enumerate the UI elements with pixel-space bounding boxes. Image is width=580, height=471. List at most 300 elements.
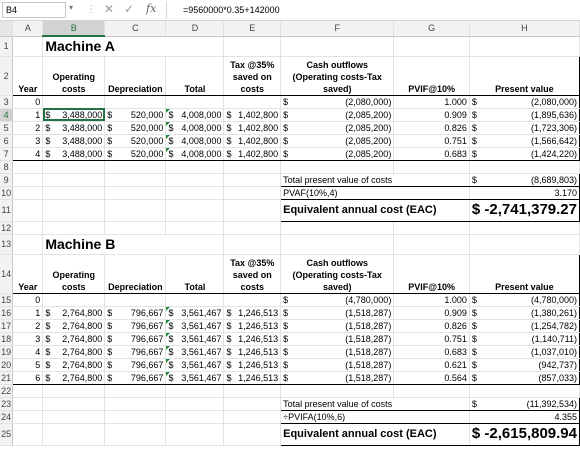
currency-symbol: $ (283, 148, 289, 159)
empty-cell[interactable] (469, 234, 579, 254)
header-total[interactable]: Total (166, 56, 224, 95)
header-operating-costs[interactable]: Operating costs (43, 254, 105, 293)
currency-symbol: $ (471, 320, 477, 331)
row-header-22[interactable]: 22 (1, 385, 12, 396)
cash-outflow-cell[interactable] (281, 108, 394, 121)
empty-cell[interactable] (224, 234, 281, 254)
empty-cell[interactable] (281, 384, 394, 397)
tax-saved-cell[interactable] (224, 306, 281, 319)
empty-cell[interactable] (224, 186, 281, 199)
empty-cell[interactable] (166, 423, 224, 445)
year-cell[interactable]: 4 (13, 345, 43, 358)
empty-cell[interactable] (394, 234, 470, 254)
formula-bar (0, 0, 580, 21)
cash-outflow-cell[interactable] (281, 306, 394, 319)
cash-outflow-cell[interactable] (281, 345, 394, 358)
tax-saved-cell[interactable] (224, 345, 281, 358)
empty-cell[interactable] (13, 186, 43, 199)
present-value-cell[interactable] (469, 293, 579, 306)
currency-symbol: $ (226, 320, 232, 331)
cell-value: 1,246,513 (238, 346, 279, 357)
enter-icon[interactable]: ✓ (124, 2, 135, 16)
tax-saved-cell[interactable] (224, 358, 281, 371)
empty-cell[interactable] (105, 423, 166, 445)
empty-cell[interactable] (469, 384, 579, 397)
row-header-1[interactable]: 1 (0, 36, 13, 56)
sheet-row (0, 332, 580, 345)
eac-label[interactable]: Equivalent annual cost (EAC) (281, 423, 470, 445)
pvif-cell[interactable]: 0.683 (394, 345, 470, 358)
year-cell[interactable]: 2 (13, 319, 43, 332)
empty-cell[interactable] (224, 410, 281, 423)
empty-cell[interactable] (224, 384, 281, 397)
header-cash-outflows[interactable]: Cash outflows (Operating costs-Tax saved) (281, 254, 394, 293)
empty-cell[interactable] (469, 221, 579, 234)
empty-cell[interactable] (13, 384, 43, 397)
select-all-corner[interactable] (0, 21, 13, 36)
currency-symbol: $ (471, 307, 477, 318)
row-header-23[interactable]: 23 (1, 398, 12, 409)
sheet-row (0, 221, 580, 234)
header-operating-costs[interactable]: Operating costs (43, 56, 105, 95)
operating-costs-cell[interactable] (43, 147, 105, 160)
currency-symbol: $ (226, 346, 232, 357)
row-header-21[interactable]: 21 (1, 372, 12, 383)
operating-costs-cell[interactable] (43, 332, 105, 345)
currency-symbol: $ (471, 372, 477, 383)
empty-cell[interactable] (13, 423, 43, 445)
total-cell[interactable] (166, 95, 224, 108)
tax-saved-cell[interactable] (224, 134, 281, 147)
year-cell[interactable]: 4 (13, 147, 43, 160)
cash-outflow-cell[interactable] (281, 134, 394, 147)
depreciation-cell[interactable] (105, 108, 166, 121)
empty-cell[interactable] (166, 173, 224, 186)
currency-symbol: $ (283, 96, 289, 107)
cell-value: (2,080,000) (345, 96, 392, 107)
header-tax-saved[interactable]: Tax @35% saved on costs (224, 254, 281, 293)
row-header-5[interactable]: 5 (0, 121, 13, 134)
row-header-24[interactable]: 24 (1, 411, 12, 422)
depreciation-cell[interactable] (105, 332, 166, 345)
empty-cell[interactable] (43, 186, 105, 199)
drag-handle-icon[interactable]: ⋮ (86, 4, 96, 15)
empty-cell[interactable] (13, 410, 43, 423)
currency-symbol: $ (168, 359, 174, 370)
cell-value: 1,402,800 (238, 122, 279, 133)
year-cell[interactable]: 0 (13, 293, 43, 306)
total-cell[interactable] (166, 319, 224, 332)
operating-costs-cell[interactable] (43, 371, 105, 384)
pvif-cell[interactable]: 1.000 (394, 95, 470, 108)
cell-value: (1,518,287) (345, 372, 392, 383)
cell-value: (2,085,200) (345, 122, 392, 133)
currency-symbol: $ (471, 398, 477, 409)
empty-cell[interactable] (166, 186, 224, 199)
row-header-17[interactable]: 17 (1, 320, 12, 331)
depreciation-cell[interactable] (105, 147, 166, 160)
pvif-cell[interactable]: 0.826 (394, 121, 470, 134)
currency-symbol: $ (107, 307, 113, 318)
tax-saved-cell[interactable] (224, 371, 281, 384)
currency-symbol: $ (471, 333, 477, 344)
empty-cell[interactable] (43, 199, 105, 221)
cell-value: (1,895,636) (530, 109, 577, 120)
tax-saved-cell[interactable] (224, 332, 281, 345)
present-value-cell[interactable] (469, 108, 579, 121)
annuity-factor-cell[interactable]: 3.170 (469, 186, 579, 199)
currency-symbol: $ (107, 109, 113, 120)
cash-outflow-cell[interactable] (281, 371, 394, 384)
total-cell[interactable] (166, 108, 224, 121)
cell-value: 3,561,467 (181, 307, 222, 318)
empty-cell[interactable] (105, 173, 166, 186)
pvif-cell[interactable]: 0.909 (394, 306, 470, 319)
row-header-20[interactable]: 20 (1, 359, 12, 370)
year-cell[interactable]: 6 (13, 371, 43, 384)
pvif-cell[interactable]: 0.564 (394, 371, 470, 384)
empty-cell[interactable] (224, 173, 281, 186)
cancel-icon[interactable]: ✕ (104, 2, 115, 16)
empty-cell[interactable] (13, 199, 43, 221)
column-header-b[interactable]: B (43, 21, 105, 36)
empty-cell[interactable] (13, 397, 43, 410)
cell-value: (1,518,287) (345, 307, 392, 318)
depreciation-cell[interactable] (105, 358, 166, 371)
empty-cell[interactable] (105, 397, 166, 410)
operating-costs-cell[interactable] (43, 319, 105, 332)
cell-value: (1,723,306) (530, 122, 577, 133)
currency-symbol: $ (226, 122, 232, 133)
column-header-d[interactable]: D (166, 21, 224, 36)
pvif-cell[interactable]: 0.826 (394, 319, 470, 332)
total-cell[interactable] (166, 371, 224, 384)
header-total[interactable]: Total (166, 254, 224, 293)
annuity-factor-label[interactable]: PVAF(10%,4) (281, 186, 470, 199)
cash-outflow-cell[interactable] (281, 319, 394, 332)
row-header-3[interactable]: 3 (0, 95, 13, 108)
empty-cell[interactable] (224, 160, 281, 173)
currency-symbol: $ (471, 294, 477, 305)
header-depreciation[interactable]: Depreciation (105, 56, 166, 95)
total-cell[interactable] (166, 345, 224, 358)
empty-cell[interactable] (224, 36, 281, 56)
empty-cell[interactable] (105, 384, 166, 397)
present-value-cell[interactable] (469, 345, 579, 358)
empty-cell[interactable] (394, 221, 470, 234)
empty-cell[interactable] (43, 221, 105, 234)
present-value-cell[interactable] (469, 358, 579, 371)
row-header-2[interactable]: 2 (0, 56, 13, 95)
operating-costs-cell[interactable] (43, 134, 105, 147)
row-header-6[interactable]: 6 (0, 134, 13, 147)
empty-cell[interactable] (394, 36, 470, 56)
tax-saved-cell[interactable] (224, 293, 281, 306)
section-title[interactable]: Machine B (43, 234, 224, 254)
cell-value: (1,254,782) (530, 320, 577, 331)
empty-cell[interactable] (13, 36, 43, 56)
chevron-down-icon[interactable]: ▾ (69, 3, 74, 12)
cash-outflow-cell[interactable] (281, 147, 394, 160)
depreciation-cell[interactable] (105, 121, 166, 134)
row-header-25[interactable]: 25 (0, 423, 13, 445)
pvif-cell[interactable]: 0.621 (394, 358, 470, 371)
empty-cell[interactable] (281, 221, 394, 234)
cash-outflow-cell[interactable] (281, 293, 394, 306)
empty-cell[interactable] (43, 173, 105, 186)
currency-symbol: $ (471, 359, 477, 370)
currency-symbol: $ (283, 307, 289, 318)
row-header-4[interactable]: 4 (0, 108, 13, 121)
present-value-cell[interactable] (469, 306, 579, 319)
cell-value: (1,380,261) (530, 307, 577, 318)
empty-cell[interactable] (281, 160, 394, 173)
header-cash-outflows[interactable]: Cash outflows (Operating costs-Tax saved) (281, 56, 394, 95)
year-cell[interactable]: 3 (13, 134, 43, 147)
currency-symbol: $ (168, 122, 174, 133)
tax-saved-cell[interactable] (224, 95, 281, 108)
total-cell[interactable] (166, 332, 224, 345)
total-cell[interactable] (166, 358, 224, 371)
empty-cell[interactable] (43, 397, 105, 410)
eac-value[interactable]: $ -2,615,809.94 (469, 423, 579, 445)
cell-value: 520,000 (130, 135, 164, 146)
sheet-row (0, 234, 580, 254)
column-header-c[interactable]: C (105, 21, 166, 36)
cash-outflow-cell[interactable] (281, 332, 394, 345)
column-header-g[interactable]: G (394, 21, 470, 36)
sheet-row (0, 254, 580, 293)
cash-outflow-cell[interactable] (281, 121, 394, 134)
currency-symbol: $ (283, 109, 289, 120)
header-present-value[interactable]: Present value (469, 56, 579, 95)
sheet-row (0, 160, 580, 173)
empty-cell[interactable] (166, 384, 224, 397)
pvif-cell[interactable]: 1.000 (394, 293, 470, 306)
sheet-row (0, 121, 580, 134)
empty-cell[interactable] (281, 36, 394, 56)
name-box[interactable]: B4 (2, 2, 66, 18)
total-cell[interactable] (166, 147, 224, 160)
row-header-16[interactable]: 16 (1, 307, 12, 318)
row-header-18[interactable]: 18 (1, 333, 12, 344)
empty-cell[interactable] (166, 221, 224, 234)
section-title[interactable]: Machine A (43, 36, 224, 56)
empty-cell[interactable] (469, 160, 579, 173)
header-year[interactable]: Year (13, 254, 43, 293)
currency-symbol: $ (283, 135, 289, 146)
empty-cell[interactable] (13, 234, 43, 254)
depreciation-cell[interactable] (105, 293, 166, 306)
empty-cell[interactable] (13, 173, 43, 186)
operating-costs-cell[interactable] (43, 108, 105, 121)
empty-cell[interactable] (166, 410, 224, 423)
operating-costs-cell[interactable] (43, 345, 105, 358)
column-header-a[interactable]: A (13, 21, 43, 36)
empty-cell[interactable] (394, 384, 470, 397)
header-year[interactable]: Year (13, 56, 43, 95)
header-tax-saved[interactable]: Tax @35% saved on costs (224, 56, 281, 95)
cell-value: 3,561,467 (181, 320, 222, 331)
pvif-cell[interactable]: 0.909 (394, 108, 470, 121)
empty-cell[interactable] (105, 410, 166, 423)
cell-value: 796,667 (130, 307, 164, 318)
currency-symbol: $ (471, 122, 477, 133)
annuity-factor-label[interactable]: ÷PVIFA(10%,6) (281, 410, 470, 423)
currency-symbol: $ (226, 148, 232, 159)
empty-cell[interactable] (224, 199, 281, 221)
currency-symbol: $ (226, 135, 232, 146)
empty-cell[interactable] (105, 221, 166, 234)
year-cell[interactable]: 5 (13, 358, 43, 371)
row-header-8[interactable]: 8 (0, 160, 13, 173)
header-present-value[interactable]: Present value (469, 254, 579, 293)
cell-value: (2,085,200) (345, 109, 392, 120)
column-header-row (0, 21, 580, 36)
eac-value[interactable]: $ -2,741,379.27 (469, 199, 579, 221)
operating-costs-cell[interactable] (43, 306, 105, 319)
present-value-cell[interactable] (469, 332, 579, 345)
empty-cell[interactable] (105, 199, 166, 221)
pvif-cell[interactable]: 0.751 (394, 332, 470, 345)
currency-symbol: $ (168, 109, 174, 120)
formula-input[interactable]: =9560000*0.35+142000 (166, 1, 578, 19)
total-cell[interactable] (166, 306, 224, 319)
sheet-row (0, 358, 580, 371)
depreciation-cell[interactable] (105, 345, 166, 358)
empty-cell[interactable] (13, 221, 43, 234)
row-header-9[interactable]: 9 (0, 173, 13, 186)
sheet-row (0, 134, 580, 147)
cell-value: (2,085,200) (345, 148, 392, 159)
header-depreciation[interactable]: Depreciation (105, 254, 166, 293)
cell-value: 796,667 (130, 333, 164, 344)
year-cell[interactable]: 0 (13, 95, 43, 108)
year-cell[interactable]: 3 (13, 332, 43, 345)
empty-cell[interactable] (43, 160, 105, 173)
year-cell[interactable]: 1 (13, 306, 43, 319)
pvif-cell[interactable]: 0.683 (394, 147, 470, 160)
present-value-cell[interactable] (469, 319, 579, 332)
sheet-row (0, 186, 580, 199)
total-pv-cell[interactable] (469, 397, 579, 410)
year-cell[interactable]: 1 (13, 108, 43, 121)
present-value-cell[interactable] (469, 147, 579, 160)
depreciation-cell[interactable] (105, 319, 166, 332)
row-header-10[interactable]: 10 (1, 187, 12, 198)
column-header-h[interactable]: H (469, 21, 579, 36)
empty-cell[interactable] (394, 160, 470, 173)
row-header-15[interactable]: 15 (1, 294, 12, 305)
empty-cell[interactable] (166, 160, 224, 173)
total-pv-label[interactable]: Total present value of costs (281, 173, 470, 186)
currency-symbol: $ (107, 148, 113, 159)
total-cell[interactable] (166, 134, 224, 147)
empty-cell[interactable] (224, 423, 281, 445)
total-cell[interactable] (166, 293, 224, 306)
row-header-14[interactable]: 14 (0, 254, 13, 293)
total-pv-cell[interactable] (469, 173, 579, 186)
currency-symbol: $ (226, 359, 232, 370)
worksheet-grid[interactable] (0, 21, 580, 446)
tax-saved-cell[interactable] (224, 121, 281, 134)
depreciation-cell[interactable] (105, 95, 166, 108)
empty-cell[interactable] (224, 221, 281, 234)
currency-symbol: $ (226, 372, 232, 383)
currency-symbol: $ (283, 320, 289, 331)
total-pv-label[interactable]: Total present value of costs (281, 397, 470, 410)
annuity-factor-cell[interactable]: 4.355 (469, 410, 579, 423)
column-header-e[interactable]: E (224, 21, 281, 36)
depreciation-cell[interactable] (105, 371, 166, 384)
currency-symbol: $ (471, 174, 477, 185)
row-header-7[interactable]: 7 (0, 147, 13, 160)
row-header-11[interactable]: 11 (0, 199, 13, 221)
cash-outflow-cell[interactable] (281, 358, 394, 371)
row-header-12[interactable]: 12 (1, 222, 12, 233)
currency-symbol: $ (471, 346, 477, 357)
present-value-cell[interactable] (469, 121, 579, 134)
empty-cell[interactable] (13, 160, 43, 173)
present-value-cell[interactable] (469, 95, 579, 108)
currency-symbol: $ (45, 333, 51, 344)
operating-costs-cell[interactable] (43, 121, 105, 134)
cell-value: 3,561,467 (181, 359, 222, 370)
empty-cell[interactable] (224, 397, 281, 410)
depreciation-cell[interactable] (105, 134, 166, 147)
cell-value: 2,764,800 (62, 359, 103, 370)
header-pvif[interactable]: PVIF@10% (394, 56, 470, 95)
header-pvif[interactable]: PVIF@10% (394, 254, 470, 293)
cell-value: 796,667 (130, 320, 164, 331)
cell-value: 520,000 (130, 122, 164, 133)
pvif-cell[interactable]: 0.751 (394, 134, 470, 147)
currency-symbol: $ (107, 122, 113, 133)
depreciation-cell[interactable] (105, 306, 166, 319)
tax-saved-cell[interactable] (224, 147, 281, 160)
empty-cell[interactable] (469, 36, 579, 56)
operating-costs-cell[interactable] (43, 358, 105, 371)
column-header-f[interactable]: F (281, 21, 394, 36)
eac-label[interactable]: Equivalent annual cost (EAC) (281, 199, 470, 221)
operating-costs-cell[interactable] (43, 95, 105, 108)
empty-cell[interactable] (166, 199, 224, 221)
row-header-19[interactable]: 19 (1, 346, 12, 357)
currency-symbol: $ (283, 294, 289, 305)
total-cell[interactable] (166, 121, 224, 134)
cell-value: 1,246,513 (238, 320, 279, 331)
insert-function-icon[interactable]: fx (146, 2, 157, 15)
empty-cell[interactable] (166, 397, 224, 410)
present-value-cell[interactable] (469, 134, 579, 147)
empty-cell[interactable] (105, 160, 166, 173)
currency-symbol: $ (168, 307, 174, 318)
currency-symbol: $ (226, 109, 232, 120)
empty-cell[interactable] (281, 234, 394, 254)
cell-value: 2,764,800 (62, 307, 103, 318)
empty-cell[interactable] (43, 410, 105, 423)
empty-cell[interactable] (43, 384, 105, 397)
row-header-13[interactable]: 13 (0, 234, 13, 254)
cash-outflow-cell[interactable] (281, 95, 394, 108)
tax-saved-cell[interactable] (224, 108, 281, 121)
present-value-cell[interactable] (469, 371, 579, 384)
operating-costs-cell[interactable] (43, 293, 105, 306)
year-cell[interactable]: 2 (13, 121, 43, 134)
empty-cell[interactable] (105, 186, 166, 199)
empty-cell[interactable] (43, 423, 105, 445)
tax-saved-cell[interactable] (224, 319, 281, 332)
